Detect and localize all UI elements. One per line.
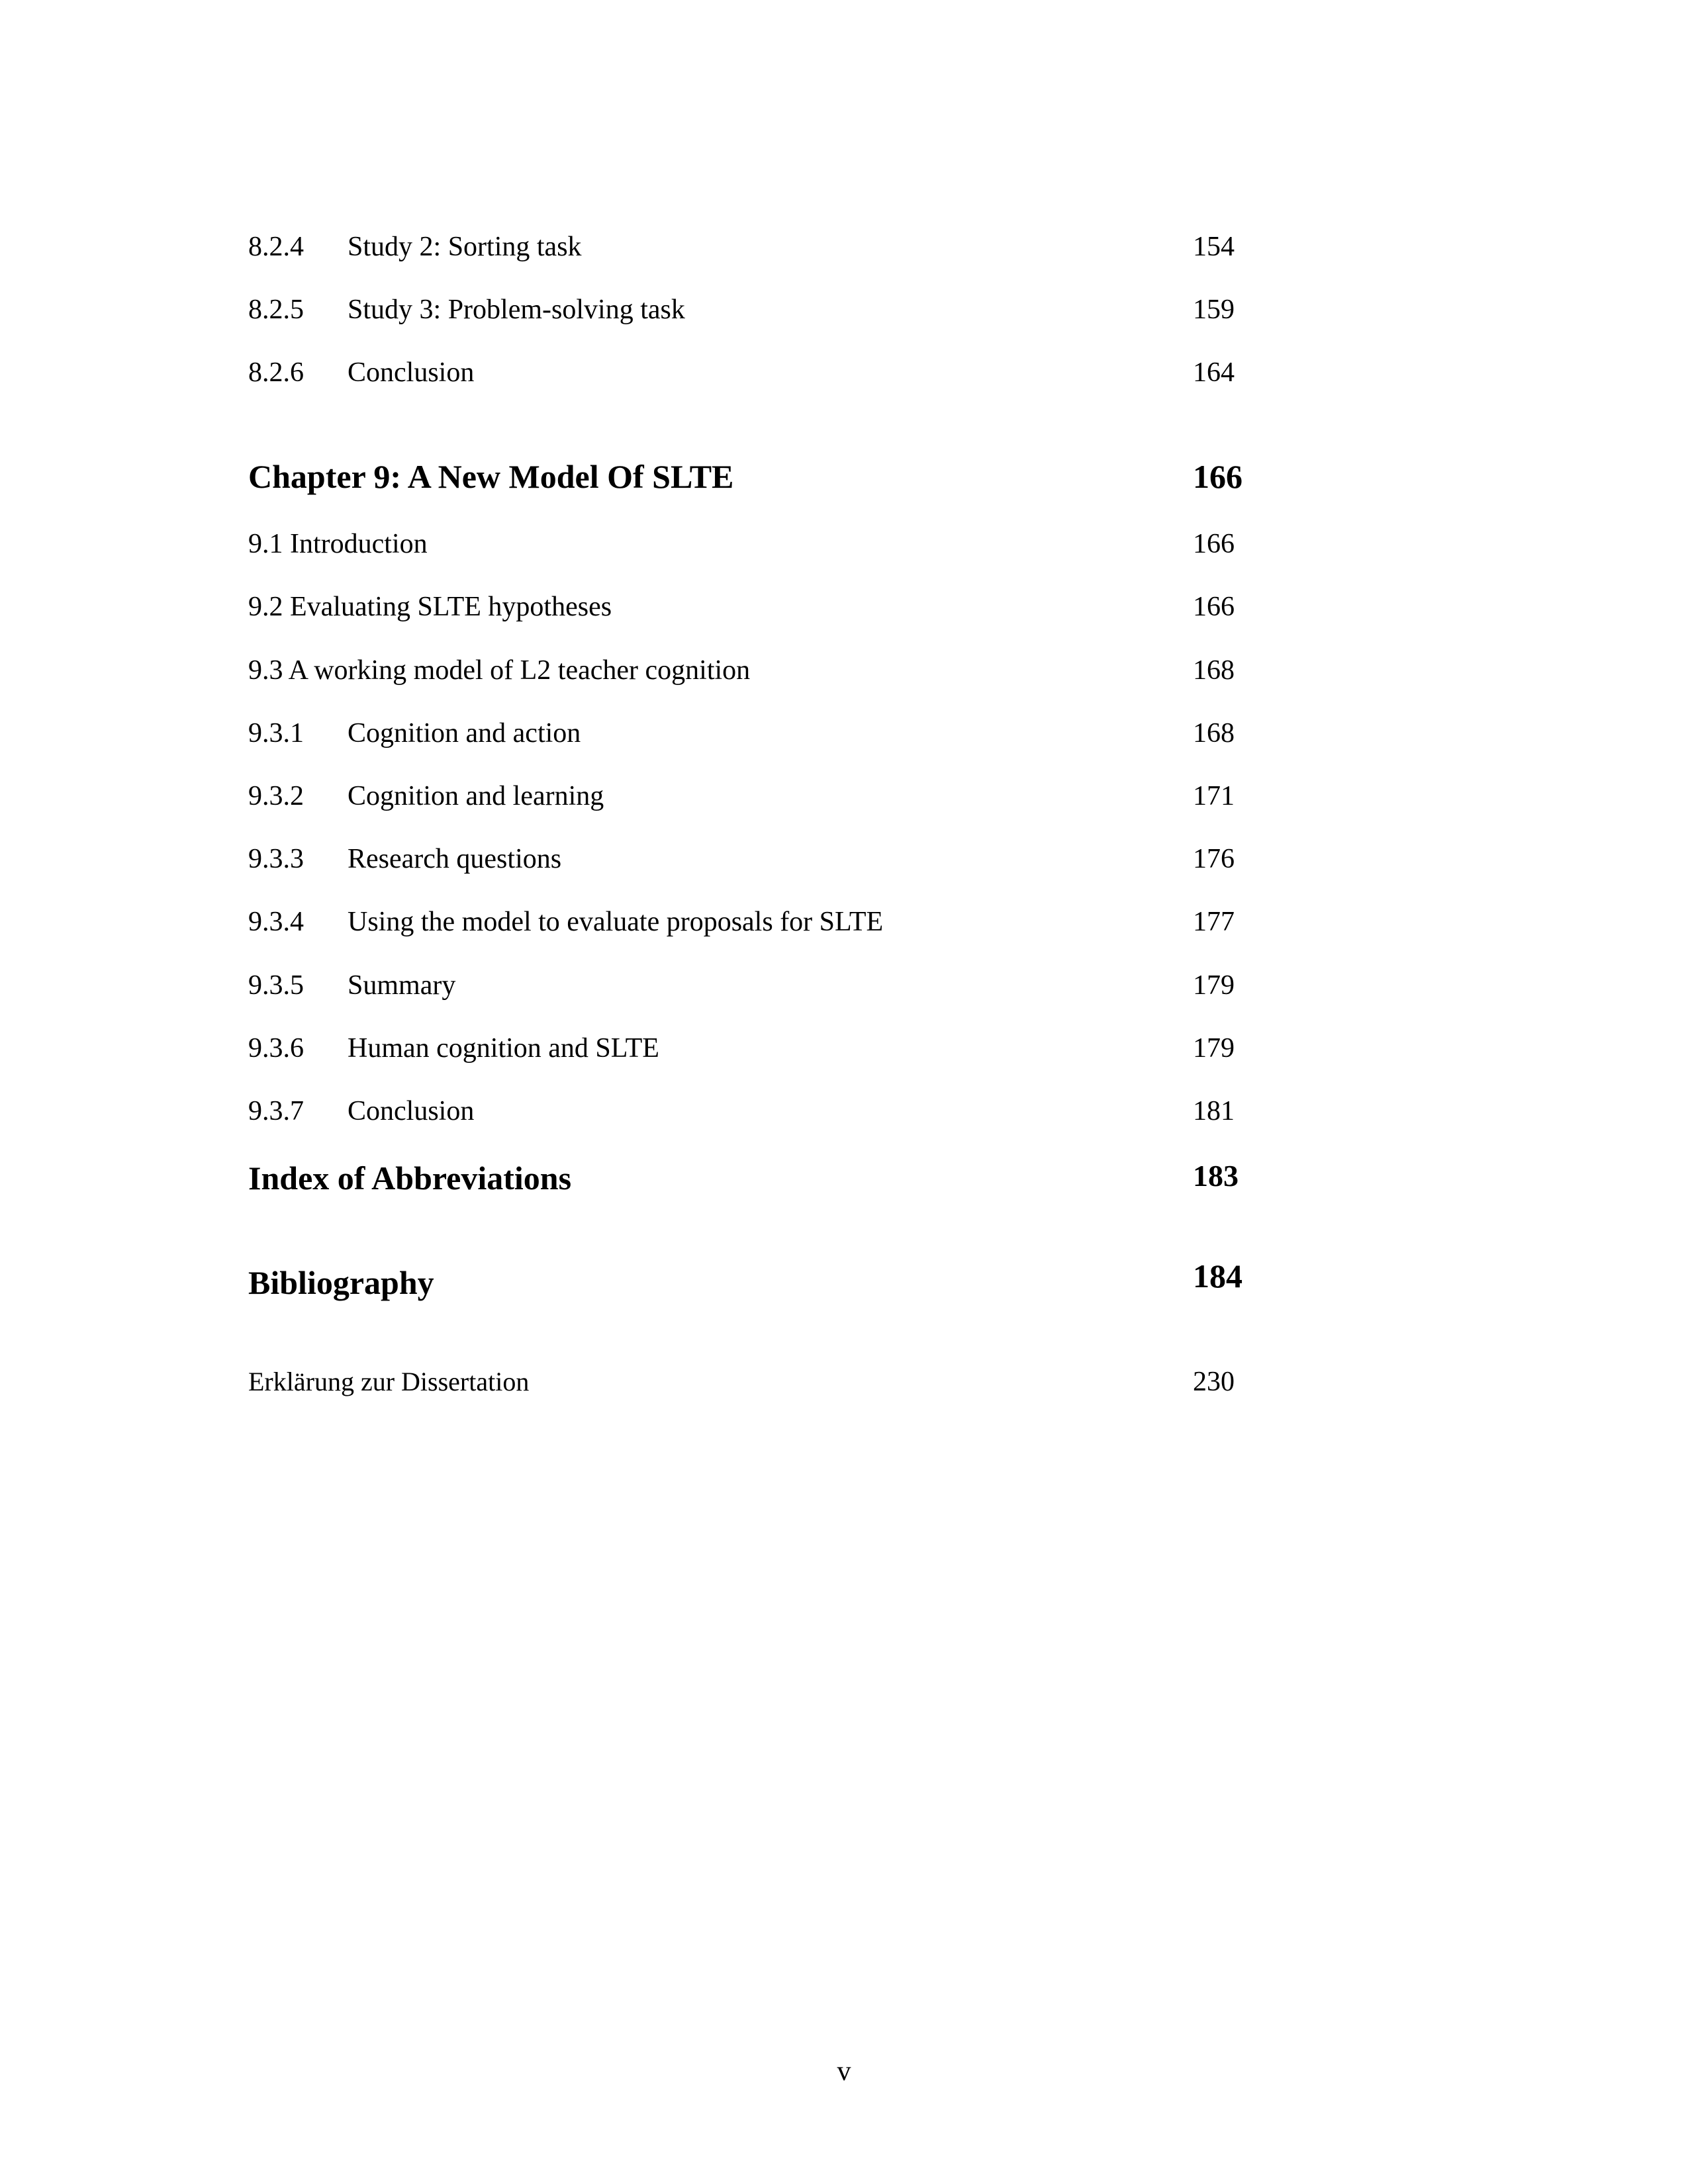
toc-entry-title: Conclusion — [348, 1096, 475, 1126]
page-number-footer: v — [837, 2056, 851, 2087]
toc-entry-title: Human cognition and SLTE — [348, 1033, 659, 1064]
toc-entry-title: Using the model to evaluate proposals for SLTE — [348, 907, 884, 937]
toc-entry-page: 166 — [1193, 529, 1235, 559]
toc-entry-number: 8.2.5 — [248, 295, 304, 325]
toc-entry-number: 9.3.3 — [248, 844, 304, 874]
toc-entry-number: 9.3.7 — [248, 1096, 304, 1126]
toc-entry-number: 9.3.6 — [248, 1033, 304, 1064]
toc-entry-title: Erklärung zur Dissertation — [248, 1367, 530, 1396]
toc-chapter-title: Chapter 9: A New Model Of SLTE — [248, 458, 734, 495]
toc-entry-page: 164 — [1193, 357, 1235, 388]
toc-entry-number: 9.3.4 — [248, 907, 304, 937]
toc-entry-title: 9.2 Evaluating SLTE hypotheses — [248, 592, 612, 622]
toc-entry-page: 176 — [1193, 844, 1235, 874]
toc-entry-page: 166 — [1193, 592, 1235, 622]
toc-entry-title: 9.3 A working model of L2 teacher cognition — [248, 655, 751, 686]
toc-entry-title: Conclusion — [348, 357, 475, 388]
toc-entry-page: 168 — [1193, 655, 1235, 686]
toc-entry-title: Cognition and learning — [348, 781, 604, 811]
toc-heading-title: Bibliography — [248, 1264, 434, 1301]
toc-entry-9-2 — [248, 590, 1241, 623]
toc-entry-9-1 — [248, 527, 1241, 561]
toc-entry-page: 154 — [1193, 232, 1235, 262]
toc-entry-page: 230 — [1193, 1367, 1235, 1397]
toc-entry-number: 8.2.4 — [248, 232, 304, 262]
toc-entry-number: 9.3.2 — [248, 781, 304, 811]
toc-entry-page: 171 — [1193, 781, 1235, 811]
toc-entry-page: 181 — [1193, 1096, 1235, 1126]
toc-entry-title: Research questions — [348, 844, 562, 874]
toc-entry-title: Study 2: Sorting task — [348, 232, 582, 262]
toc-heading-page: 184 — [1193, 1257, 1243, 1295]
toc-entry-page: 179 — [1193, 970, 1235, 1001]
toc-entry-title: Summary — [348, 970, 456, 1001]
toc-heading-title: Index of Abbreviations — [248, 1160, 572, 1197]
toc-entry-title: Cognition and action — [348, 718, 581, 749]
toc-entry-title: 9.1 Introduction — [248, 529, 428, 559]
toc-entry-page: 168 — [1193, 718, 1235, 749]
toc-entry-page: 159 — [1193, 295, 1235, 325]
toc-entry-number: 9.3.5 — [248, 970, 304, 1001]
toc-entry-page: 177 — [1193, 907, 1235, 937]
toc-entry-number: 8.2.6 — [248, 357, 304, 388]
toc-chapter-page: 166 — [1193, 458, 1243, 495]
toc-heading-page: 183 — [1193, 1159, 1239, 1193]
toc-erklaerung — [248, 1365, 1241, 1398]
toc-entry-title: Study 3: Problem-solving task — [348, 295, 685, 325]
toc-entry-number: 9.3.1 — [248, 718, 304, 749]
toc-entry-9-3 — [248, 654, 1241, 687]
toc-entry-page: 179 — [1193, 1033, 1235, 1064]
